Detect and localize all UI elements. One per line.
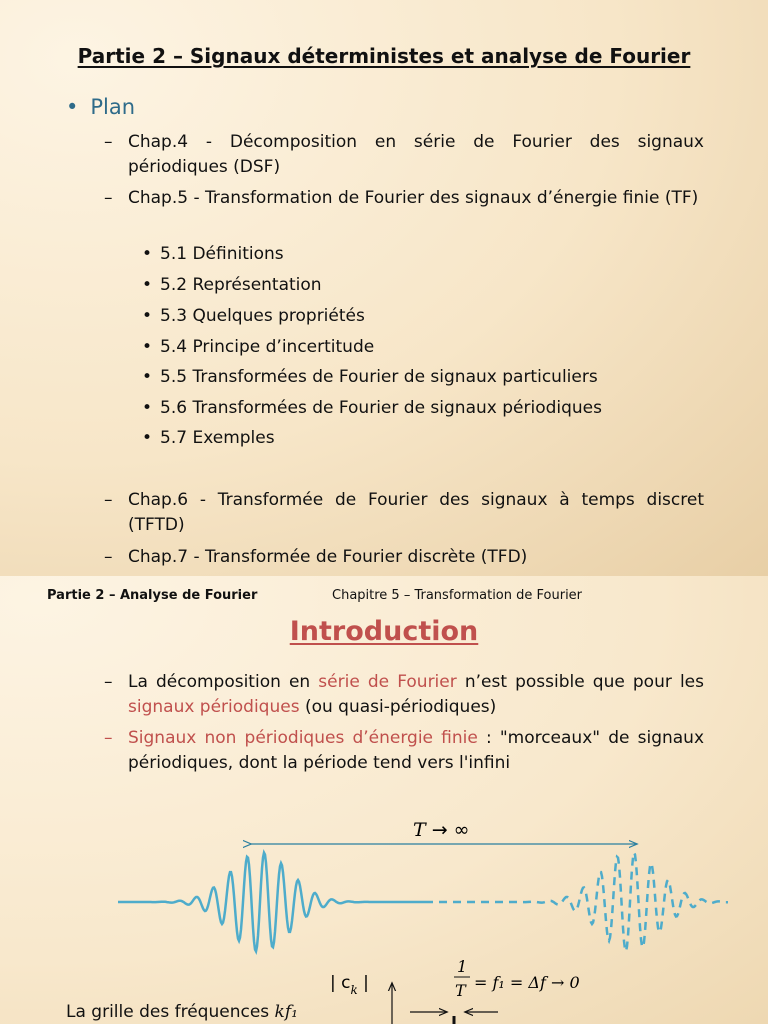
dash-icon: – — [104, 547, 113, 567]
dash-icon: – — [104, 490, 113, 510]
chapter-text: Chap.4 - Décomposition en série de Fourier des signaux périodiques (DSF) — [128, 132, 704, 177]
plan-heading — [66, 95, 135, 119]
bullet-text: Signaux non périodiques d’énergie finie : "morceaux" de signaux périodiques, dont la période tend vers l'infini — [128, 728, 705, 773]
chapter-text: Chap.6 - Transformée de Fourier des signaux à temps discret (TFTD) — [128, 490, 704, 535]
bullet-icon: • — [66, 95, 79, 119]
period-label: T → ∞ — [413, 819, 470, 841]
section-item: • 5.2 Représentation — [142, 275, 322, 295]
plan-label: Plan — [90, 95, 136, 119]
freq-numerator: 1 — [457, 957, 468, 976]
freq-denominator: T — [455, 981, 466, 1000]
section-item: • 5.6 Transformées de Fourier de signaux périodiques — [142, 398, 602, 418]
section-item: • 5.4 Principe d’incertitude — [142, 337, 375, 357]
header-chapter: Chapitre 5 – Transformation de Fourier — [332, 588, 583, 603]
slide-title: Introduction — [289, 616, 479, 647]
dash-icon: – — [104, 672, 113, 692]
slide-title: Partie 2 – Signaux déterministes et analyse de Fourier — [77, 44, 691, 68]
section-item: • 5.1 Définitions — [142, 244, 284, 264]
section-text: 5.4 Principe d’incertitude — [160, 337, 375, 357]
bullet-text: La décomposition en série de Fourier n’est possible que pour les signaux périodiques (ou quasi-périodiques) — [128, 672, 704, 717]
section-text: 5.5 Transformées de Fourier de signaux particuliers — [160, 367, 598, 387]
chapter-item — [104, 186, 704, 211]
section-item: • 5.5 Transformées de Fourier de signaux particuliers — [142, 367, 598, 387]
dash-icon: – — [104, 132, 113, 152]
frequency-grid-label: La grille des fréquences kf₁ — [66, 1002, 298, 1022]
header-part: Partie 2 – Analyse de Fourier — [47, 588, 258, 603]
section-text: 5.1 Définitions — [160, 244, 284, 264]
section-text: 5.6 Transformées de Fourier de signaux périodiques — [160, 398, 602, 418]
chapter-item — [104, 545, 704, 570]
chapter-text: Chap.5 - Transformation de Fourier des signaux d’énergie finie (TF) — [128, 188, 699, 208]
wave-packet-repeat — [425, 853, 728, 952]
freq-relation: = f₁ = Δf → 0 — [474, 973, 580, 992]
wave-packet — [118, 853, 425, 952]
ck-label: | $c_k$ | — [330, 973, 369, 997]
intro-bullet — [104, 670, 704, 720]
signal-figure — [0, 776, 768, 1024]
section-item: • 5.3 Quelques propriétés — [142, 306, 365, 326]
chapter-item — [104, 130, 704, 180]
dash-icon: – — [104, 188, 113, 208]
intro-bullet — [104, 726, 704, 776]
dash-icon: – — [104, 728, 113, 748]
section-text: 5.2 Représentation — [160, 275, 322, 295]
section-item: • 5.7 Exemples — [142, 428, 275, 448]
chapter-item — [104, 488, 704, 538]
section-text: 5.3 Quelques propriétés — [160, 306, 365, 326]
section-text: 5.7 Exemples — [160, 428, 275, 448]
chapter-text: Chap.7 - Transformée de Fourier discrète (TFD) — [128, 547, 528, 567]
slide-introduction — [0, 576, 768, 1024]
